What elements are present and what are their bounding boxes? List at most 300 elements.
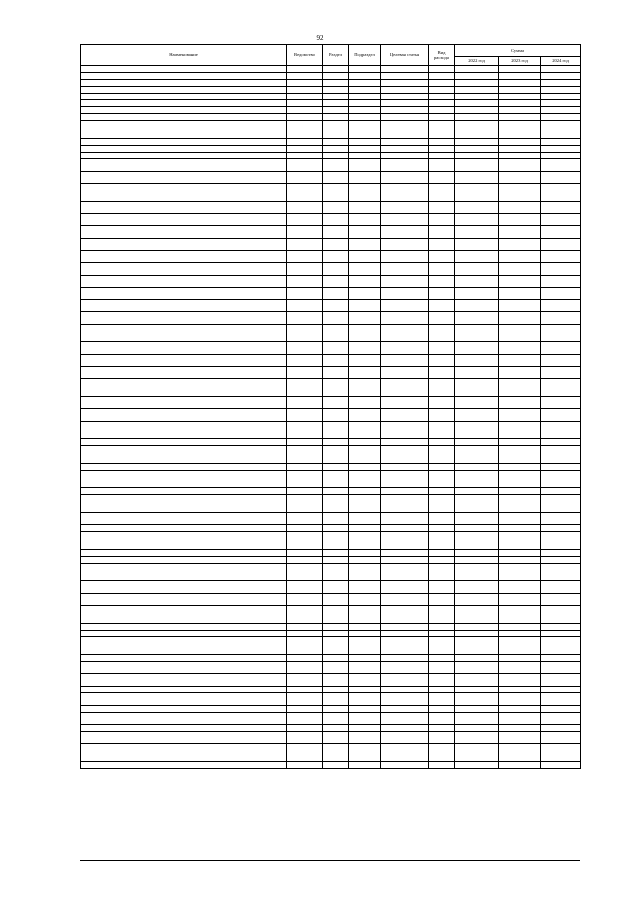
row-amount-2022 — [455, 171, 499, 183]
row-amount-2024 — [541, 724, 581, 731]
row-department — [287, 201, 323, 213]
row-amount-2022 — [455, 488, 499, 495]
row-target-article — [381, 107, 429, 114]
row-expense-type — [429, 488, 455, 495]
table-row — [81, 446, 581, 464]
table-row — [81, 226, 581, 238]
table-row — [81, 107, 581, 114]
row-name — [81, 121, 287, 139]
row-amount-2022 — [455, 712, 499, 724]
row-target-article — [381, 226, 429, 238]
row-department — [287, 100, 323, 107]
row-target-article — [381, 421, 429, 439]
row-amount-2022 — [455, 152, 499, 159]
row-name — [81, 184, 287, 202]
row-expense-type — [429, 581, 455, 593]
row-section — [323, 409, 349, 421]
row-amount-2023 — [499, 184, 541, 202]
row-expense-type — [429, 655, 455, 662]
row-amount-2024 — [541, 605, 581, 623]
row-section — [323, 300, 349, 312]
table-row — [81, 93, 581, 100]
row-name — [81, 300, 287, 312]
row-amount-2022 — [455, 121, 499, 139]
row-amount-2023 — [499, 724, 541, 731]
row-amount-2023 — [499, 761, 541, 768]
row-target-article — [381, 630, 429, 637]
row-target-article — [381, 463, 429, 470]
row-amount-2022 — [455, 731, 499, 743]
row-amount-2022 — [455, 287, 499, 299]
row-expense-type — [429, 275, 455, 287]
row-amount-2023 — [499, 324, 541, 342]
row-section — [323, 93, 349, 100]
row-department — [287, 312, 323, 324]
row-expense-type — [429, 107, 455, 114]
row-amount-2023 — [499, 397, 541, 409]
row-name — [81, 138, 287, 145]
row-amount-2024 — [541, 379, 581, 397]
row-section — [323, 712, 349, 724]
row-name — [81, 630, 287, 637]
row-amount-2023 — [499, 525, 541, 532]
table-row — [81, 495, 581, 513]
row-amount-2023 — [499, 693, 541, 705]
row-amount-2024 — [541, 138, 581, 145]
row-expense-type — [429, 312, 455, 324]
row-name — [81, 214, 287, 226]
row-amount-2024 — [541, 66, 581, 73]
table-row — [81, 421, 581, 439]
row-target-article — [381, 367, 429, 379]
row-section — [323, 674, 349, 686]
row-expense-type — [429, 463, 455, 470]
table-row — [81, 238, 581, 250]
row-subsection — [349, 488, 381, 495]
row-amount-2024 — [541, 324, 581, 342]
row-section — [323, 655, 349, 662]
row-section — [323, 761, 349, 768]
row-department — [287, 379, 323, 397]
row-name — [81, 354, 287, 366]
row-section — [323, 72, 349, 79]
row-department — [287, 686, 323, 693]
row-name — [81, 532, 287, 550]
row-amount-2023 — [499, 250, 541, 262]
row-target-article — [381, 275, 429, 287]
row-amount-2023 — [499, 79, 541, 86]
table-row — [81, 72, 581, 79]
table-row — [81, 439, 581, 446]
row-amount-2022 — [455, 324, 499, 342]
row-target-article — [381, 93, 429, 100]
row-amount-2023 — [499, 744, 541, 762]
row-expense-type — [429, 379, 455, 397]
row-subsection — [349, 275, 381, 287]
row-amount-2024 — [541, 107, 581, 114]
table-row — [81, 563, 581, 581]
row-subsection — [349, 226, 381, 238]
row-amount-2023 — [499, 674, 541, 686]
table-row — [81, 250, 581, 262]
row-amount-2024 — [541, 86, 581, 93]
row-department — [287, 214, 323, 226]
row-target-article — [381, 549, 429, 556]
row-name — [81, 201, 287, 213]
row-name — [81, 275, 287, 287]
row-name — [81, 100, 287, 107]
row-amount-2022 — [455, 463, 499, 470]
row-amount-2024 — [541, 761, 581, 768]
table-row — [81, 121, 581, 139]
row-subsection — [349, 121, 381, 139]
row-department — [287, 72, 323, 79]
row-expense-type — [429, 744, 455, 762]
row-amount-2023 — [499, 263, 541, 275]
row-amount-2023 — [499, 495, 541, 513]
row-amount-2022 — [455, 495, 499, 513]
row-section — [323, 630, 349, 637]
row-amount-2023 — [499, 630, 541, 637]
row-amount-2022 — [455, 226, 499, 238]
row-section — [323, 705, 349, 712]
row-amount-2023 — [499, 226, 541, 238]
bottom-rule — [80, 860, 580, 861]
row-section — [323, 693, 349, 705]
row-department — [287, 79, 323, 86]
row-amount-2023 — [499, 705, 541, 712]
row-department — [287, 630, 323, 637]
row-expense-type — [429, 637, 455, 655]
row-amount-2023 — [499, 342, 541, 354]
row-amount-2024 — [541, 549, 581, 556]
row-subsection — [349, 93, 381, 100]
row-name — [81, 250, 287, 262]
row-amount-2024 — [541, 630, 581, 637]
row-amount-2023 — [499, 463, 541, 470]
row-amount-2024 — [541, 263, 581, 275]
row-section — [323, 379, 349, 397]
row-amount-2023 — [499, 593, 541, 605]
row-department — [287, 581, 323, 593]
row-section — [323, 421, 349, 439]
row-subsection — [349, 250, 381, 262]
row-target-article — [381, 705, 429, 712]
row-subsection — [349, 731, 381, 743]
row-department — [287, 662, 323, 674]
row-expense-type — [429, 693, 455, 705]
row-department — [287, 693, 323, 705]
row-amount-2022 — [455, 275, 499, 287]
row-expense-type — [429, 263, 455, 275]
table-row — [81, 79, 581, 86]
row-amount-2022 — [455, 686, 499, 693]
row-target-article — [381, 152, 429, 159]
row-amount-2022 — [455, 66, 499, 73]
row-amount-2023 — [499, 367, 541, 379]
row-target-article — [381, 593, 429, 605]
row-section — [323, 214, 349, 226]
row-amount-2022 — [455, 705, 499, 712]
row-expense-type — [429, 238, 455, 250]
row-name — [81, 655, 287, 662]
row-name — [81, 513, 287, 525]
row-amount-2024 — [541, 446, 581, 464]
row-subsection — [349, 761, 381, 768]
row-amount-2024 — [541, 79, 581, 86]
table-row — [81, 184, 581, 202]
row-department — [287, 674, 323, 686]
row-name — [81, 686, 287, 693]
row-amount-2022 — [455, 470, 499, 488]
row-name — [81, 159, 287, 171]
row-amount-2024 — [541, 342, 581, 354]
row-target-article — [381, 100, 429, 107]
row-expense-type — [429, 605, 455, 623]
row-subsection — [349, 655, 381, 662]
header-amount-group: Сумма — [455, 45, 581, 57]
table-row — [81, 556, 581, 563]
row-amount-2023 — [499, 470, 541, 488]
row-amount-2024 — [541, 712, 581, 724]
row-subsection — [349, 86, 381, 93]
table-row — [81, 86, 581, 93]
header-expense-type: Вид расхода — [429, 45, 455, 66]
row-name — [81, 439, 287, 446]
row-amount-2024 — [541, 495, 581, 513]
row-amount-2022 — [455, 446, 499, 464]
row-department — [287, 145, 323, 152]
row-expense-type — [429, 138, 455, 145]
row-amount-2022 — [455, 250, 499, 262]
row-subsection — [349, 623, 381, 630]
table-row — [81, 549, 581, 556]
table-row — [81, 693, 581, 705]
row-amount-2022 — [455, 556, 499, 563]
row-amount-2023 — [499, 214, 541, 226]
row-name — [81, 549, 287, 556]
budget-table-container — [80, 44, 580, 769]
row-amount-2024 — [541, 513, 581, 525]
row-name — [81, 581, 287, 593]
row-subsection — [349, 238, 381, 250]
row-section — [323, 662, 349, 674]
row-subsection — [349, 397, 381, 409]
row-expense-type — [429, 354, 455, 366]
row-amount-2022 — [455, 184, 499, 202]
row-section — [323, 463, 349, 470]
row-subsection — [349, 446, 381, 464]
row-amount-2022 — [455, 655, 499, 662]
row-section — [323, 263, 349, 275]
row-expense-type — [429, 556, 455, 563]
row-subsection — [349, 686, 381, 693]
row-subsection — [349, 263, 381, 275]
row-expense-type — [429, 421, 455, 439]
row-section — [323, 549, 349, 556]
row-expense-type — [429, 532, 455, 550]
row-subsection — [349, 605, 381, 623]
row-target-article — [381, 674, 429, 686]
row-department — [287, 655, 323, 662]
row-department — [287, 605, 323, 623]
table-row — [81, 171, 581, 183]
row-name — [81, 145, 287, 152]
row-expense-type — [429, 121, 455, 139]
table-row — [81, 488, 581, 495]
row-amount-2022 — [455, 623, 499, 630]
row-subsection — [349, 556, 381, 563]
table-row — [81, 593, 581, 605]
row-name — [81, 744, 287, 762]
row-amount-2023 — [499, 152, 541, 159]
row-section — [323, 184, 349, 202]
row-amount-2023 — [499, 549, 541, 556]
row-subsection — [349, 66, 381, 73]
row-expense-type — [429, 300, 455, 312]
page-number: 92 — [316, 34, 324, 42]
row-section — [323, 686, 349, 693]
row-amount-2022 — [455, 593, 499, 605]
row-subsection — [349, 662, 381, 674]
row-name — [81, 312, 287, 324]
row-department — [287, 114, 323, 121]
row-department — [287, 138, 323, 145]
row-subsection — [349, 421, 381, 439]
row-name — [81, 623, 287, 630]
row-section — [323, 86, 349, 93]
row-department — [287, 93, 323, 100]
row-amount-2023 — [499, 563, 541, 581]
row-department — [287, 731, 323, 743]
row-department — [287, 300, 323, 312]
row-amount-2023 — [499, 655, 541, 662]
row-amount-2022 — [455, 525, 499, 532]
row-name — [81, 674, 287, 686]
row-subsection — [349, 674, 381, 686]
row-section — [323, 107, 349, 114]
row-expense-type — [429, 712, 455, 724]
row-amount-2023 — [499, 439, 541, 446]
row-target-article — [381, 637, 429, 655]
header-name: Наименование — [81, 45, 287, 66]
row-amount-2022 — [455, 581, 499, 593]
row-target-article — [381, 238, 429, 250]
row-amount-2024 — [541, 226, 581, 238]
row-subsection — [349, 72, 381, 79]
row-amount-2022 — [455, 662, 499, 674]
row-amount-2022 — [455, 93, 499, 100]
row-amount-2024 — [541, 744, 581, 762]
row-amount-2024 — [541, 637, 581, 655]
row-subsection — [349, 470, 381, 488]
row-amount-2024 — [541, 581, 581, 593]
row-expense-type — [429, 79, 455, 86]
row-amount-2022 — [455, 300, 499, 312]
row-amount-2024 — [541, 100, 581, 107]
row-expense-type — [429, 86, 455, 93]
header-year-2023: 2023 год — [499, 57, 541, 66]
row-amount-2022 — [455, 354, 499, 366]
row-amount-2022 — [455, 532, 499, 550]
budget-table — [80, 44, 581, 769]
row-name — [81, 66, 287, 73]
row-subsection — [349, 532, 381, 550]
row-expense-type — [429, 66, 455, 73]
row-name — [81, 705, 287, 712]
row-expense-type — [429, 409, 455, 421]
row-section — [323, 605, 349, 623]
row-name — [81, 342, 287, 354]
row-section — [323, 138, 349, 145]
row-amount-2024 — [541, 287, 581, 299]
row-amount-2022 — [455, 379, 499, 397]
row-amount-2024 — [541, 367, 581, 379]
row-department — [287, 86, 323, 93]
row-section — [323, 488, 349, 495]
row-subsection — [349, 705, 381, 712]
header-target-article: Целевая статья — [381, 45, 429, 66]
row-target-article — [381, 145, 429, 152]
row-amount-2023 — [499, 312, 541, 324]
row-name — [81, 556, 287, 563]
row-name — [81, 79, 287, 86]
row-target-article — [381, 214, 429, 226]
row-name — [81, 287, 287, 299]
table-row — [81, 655, 581, 662]
row-amount-2022 — [455, 100, 499, 107]
row-amount-2022 — [455, 744, 499, 762]
row-expense-type — [429, 593, 455, 605]
row-target-article — [381, 324, 429, 342]
row-target-article — [381, 761, 429, 768]
row-section — [323, 324, 349, 342]
row-target-article — [381, 662, 429, 674]
row-amount-2022 — [455, 79, 499, 86]
row-department — [287, 263, 323, 275]
row-amount-2023 — [499, 379, 541, 397]
row-department — [287, 354, 323, 366]
table-row — [81, 114, 581, 121]
row-section — [323, 159, 349, 171]
row-department — [287, 121, 323, 139]
row-name — [81, 226, 287, 238]
row-name — [81, 263, 287, 275]
row-amount-2024 — [541, 121, 581, 139]
table-row — [81, 705, 581, 712]
row-amount-2024 — [541, 275, 581, 287]
row-subsection — [349, 563, 381, 581]
row-amount-2023 — [499, 488, 541, 495]
row-amount-2024 — [541, 397, 581, 409]
row-subsection — [349, 712, 381, 724]
table-row — [81, 159, 581, 171]
row-subsection — [349, 744, 381, 762]
table-row — [81, 662, 581, 674]
row-amount-2022 — [455, 86, 499, 93]
row-amount-2024 — [541, 623, 581, 630]
row-expense-type — [429, 674, 455, 686]
row-section — [323, 121, 349, 139]
row-expense-type — [429, 287, 455, 299]
row-department — [287, 287, 323, 299]
row-section — [323, 724, 349, 731]
row-section — [323, 201, 349, 213]
row-department — [287, 184, 323, 202]
row-department — [287, 556, 323, 563]
row-amount-2024 — [541, 488, 581, 495]
row-name — [81, 470, 287, 488]
